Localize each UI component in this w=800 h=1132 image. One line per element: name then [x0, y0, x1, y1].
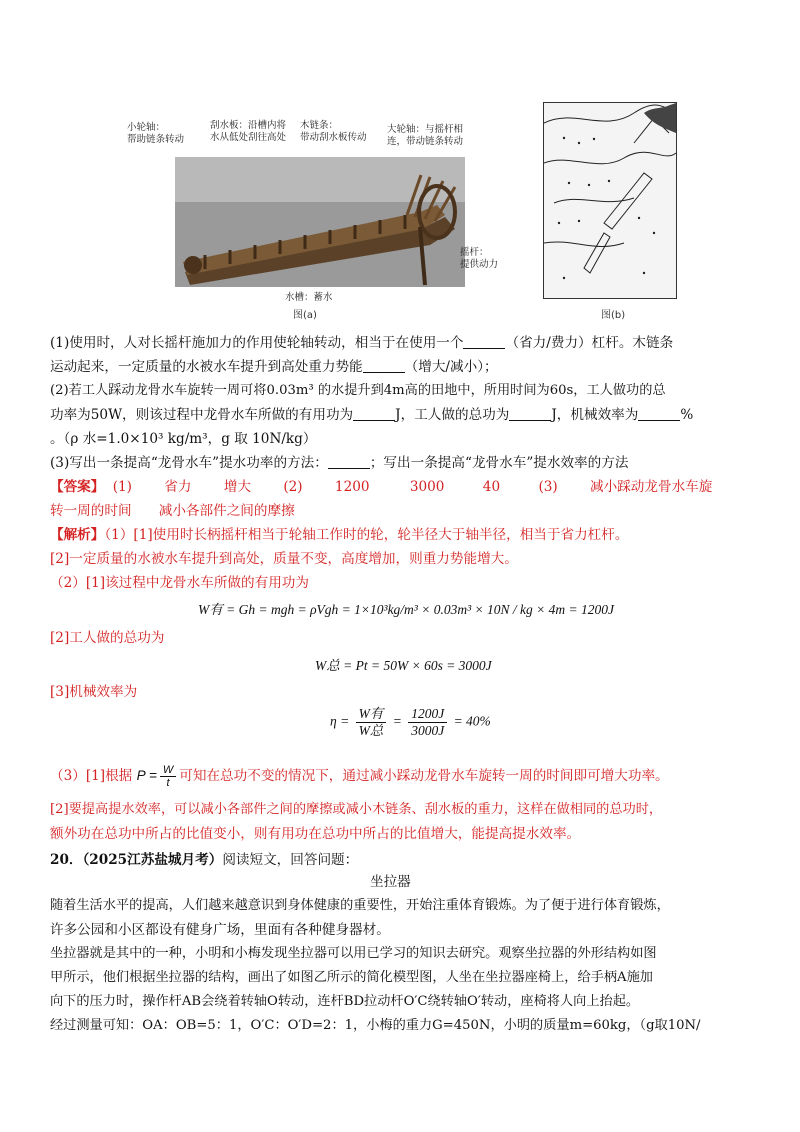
analysis-p8: 额外功在总功中所占的比值变小，则有用功在总功中所占的比值增大，能提高提水效率。 — [50, 826, 581, 842]
analysis-p5: [3]机械效率为 — [50, 684, 138, 700]
q2-blank-3 — [638, 406, 680, 421]
q1-line-1 — [50, 333, 673, 353]
analysis-p6 — [50, 764, 669, 789]
q3-text-a: (3)写出一条提高“龙骨水车”提水功率的方法： — [50, 455, 328, 471]
efficiency-den: W总 — [358, 723, 384, 738]
q3-line — [50, 453, 628, 473]
q20-header — [50, 850, 358, 870]
q20-p4: 甲所示，他们根据坐拉器的结构，画出了如图乙所示的简化模型图，人坐在坐拉器座椅上，给手柄A施加 — [50, 970, 653, 985]
q2-text-c: J，机械效率为 — [551, 407, 639, 423]
answer-item: 增大 — [223, 479, 251, 495]
label-scraper: 刮水板：沿槽内将 水从低处刮往高处 — [210, 120, 287, 143]
answer-item: 1200 — [334, 479, 370, 495]
analysis-label: 【解析】 — [50, 527, 105, 543]
answer-label: 【答案】 — [50, 479, 105, 495]
answer-item: 3000 — [409, 479, 445, 495]
q1-blank-2 — [363, 358, 405, 373]
analysis-p7: [2]要提高提水效率，可以减小各部件之间的摩擦或减小木链条、刮水板的重力，这样在做相同的总功时， — [50, 802, 663, 817]
q20-source: （2025江苏盐城月考） — [82, 852, 223, 868]
q20-prompt: 阅读短文，回答问题： — [222, 852, 359, 868]
analysis-p2: [2]一定质量的水被水车提升到高处，质量不变，高度增加，则重力势能增大。 — [50, 551, 518, 567]
q1-blank-1 — [463, 334, 505, 349]
q20-p2: 许多公园和小区都设有健身广场，里面有各种健身器材。 — [50, 922, 390, 938]
power-den: t — [166, 777, 170, 789]
power-formula — [136, 764, 180, 789]
equals-sign: = — [392, 713, 402, 729]
analysis-line-1 — [50, 525, 628, 545]
q20-title: 坐拉器 — [370, 874, 411, 890]
q20-p3: 坐拉器就是其中的一种，小明和小梅发现坐拉器可以用已学习的知识去研究。观察坐拉器的外形结构如图 — [50, 946, 657, 961]
q20-p5: 向下的压力时，操作杆AB会绕着转轴O转动，连杆BD拉动杆O′C绕转轴O′转动，座椅将人向上抬起。 — [50, 994, 640, 1009]
answer-line-1 — [50, 477, 712, 497]
q3-text-b: ；写出一条提高“龙骨水车”提水效率的方法 — [369, 455, 629, 471]
q1-text-a: (1)使用时，人对长摇杆施加力的作用使轮轴转动，相当于在使用一个 — [50, 335, 464, 351]
figure-b-caption: 图(b) — [601, 310, 626, 321]
efficiency-den-value: 3000J — [411, 723, 445, 738]
answer-item: 40 — [482, 479, 501, 495]
power-num: W — [160, 764, 176, 777]
efficiency-num-value: 1200J — [408, 706, 447, 723]
figure-b — [535, 102, 675, 320]
label-chain: 木链条： 带动刮水板传动 — [300, 120, 367, 143]
figure-a — [115, 102, 499, 321]
answer-items — [109, 479, 713, 495]
q20-number: 20． — [50, 852, 83, 868]
q2-blank-2 — [509, 406, 551, 421]
q2-blank-1 — [353, 406, 395, 421]
answer-item: (1) — [112, 479, 132, 495]
figure-a-caption: 图(a) — [293, 310, 317, 321]
q2-text-a: 功率为50W，则该过程中龙骨水车所做的有用功为 — [50, 407, 354, 423]
analysis-p1: （1）[1]使用时长柄摇杆相当于轮轴工作时的轮，轮半径大于轴半径，相当于省力杠杆。 — [104, 527, 629, 543]
q1-text-c: 运动起来，一定质量的水被水车提升到高处重力势能 — [50, 359, 363, 375]
figures — [115, 102, 675, 322]
analysis-p3: （2）[1]该过程中龙骨水车所做的有用功为 — [50, 575, 309, 591]
q2-text-d: % — [680, 407, 694, 423]
q2-text-b: J，工人做的总功为 — [395, 407, 510, 423]
answer-line-2: 转一周的时间 减小各部件之间的摩擦 — [50, 503, 295, 519]
q1-text-d: （增大/减小）； — [404, 359, 498, 375]
efficiency-num: W有 — [356, 706, 387, 723]
q2-line-2 — [50, 405, 693, 425]
q2-line-3: 。（ρ 水=1.0×10³ kg/m³，g 取 10N/kg） — [50, 431, 317, 447]
answer-item: (2) — [283, 479, 303, 495]
waterwheel-photo — [175, 157, 465, 287]
fraction-values — [408, 706, 447, 739]
answer-item: 减小踩动龙骨水车旋 — [590, 479, 713, 495]
efficiency-rhs: = 40% — [453, 713, 491, 729]
analysis-p6b: 可知在总功不变的情况下，通过减小踩动龙骨水车旋转一周的时间即可增大功率。 — [179, 768, 669, 785]
efficiency-lhs: η = — [330, 713, 350, 729]
q2-line-1: (2)若工人踩动龙骨水车旋转一周可将0.03m³ 的水提升到4m高的田地中，所用时间为60s，工人做功的总 — [50, 383, 666, 398]
analysis-p4: [2]工人做的总功为 — [50, 630, 165, 646]
formula-total-work: W总 = Pt = 50W × 60s = 3000J — [315, 658, 492, 673]
analysis-p6a: （3）[1]根据 — [50, 768, 133, 785]
power-fraction — [160, 764, 176, 789]
formula-useful-work: W有 = Gh = mgh = ρVgh = 1×10³kg/m³ × 0.03m³ × 10N / kg × 4m = 1200J — [198, 602, 614, 617]
formula-efficiency — [330, 706, 491, 739]
power-lhs: P = — [136, 768, 157, 784]
q1-text-b: （省力/费力）杠杆。木链条 — [505, 335, 674, 351]
label-trough: 水槽：蓄水 — [285, 292, 333, 303]
waterwheel-illustration — [543, 102, 677, 299]
answer-item: (3) — [538, 479, 558, 495]
fraction-work-ratio — [356, 706, 387, 739]
waterwheel-drawing — [175, 157, 465, 287]
label-small-wheel: 小轮轴： 帮助链条转动 — [127, 122, 185, 145]
q1-line-2 — [50, 357, 498, 377]
q20-p1: 随着生活水平的提高，人们越来越意识到身体健康的重要性，开始注重体育锻炼。为了便于进行体育锻炼， — [50, 898, 670, 913]
label-big-wheel: 大轮轴：与摇杆相 连，带动链条转动 — [387, 124, 464, 147]
answer-item: 省力 — [164, 479, 192, 495]
q20-p6: 经过测量可知：OA：OB=5：1，O′C：O′D=2：1，小梅的重力G=450N，小明的质量m=60kg，（g取10N/ — [50, 1018, 701, 1033]
q3-blank-1 — [328, 454, 370, 469]
label-rocker: 摇杆： 提供动力 — [460, 247, 499, 270]
